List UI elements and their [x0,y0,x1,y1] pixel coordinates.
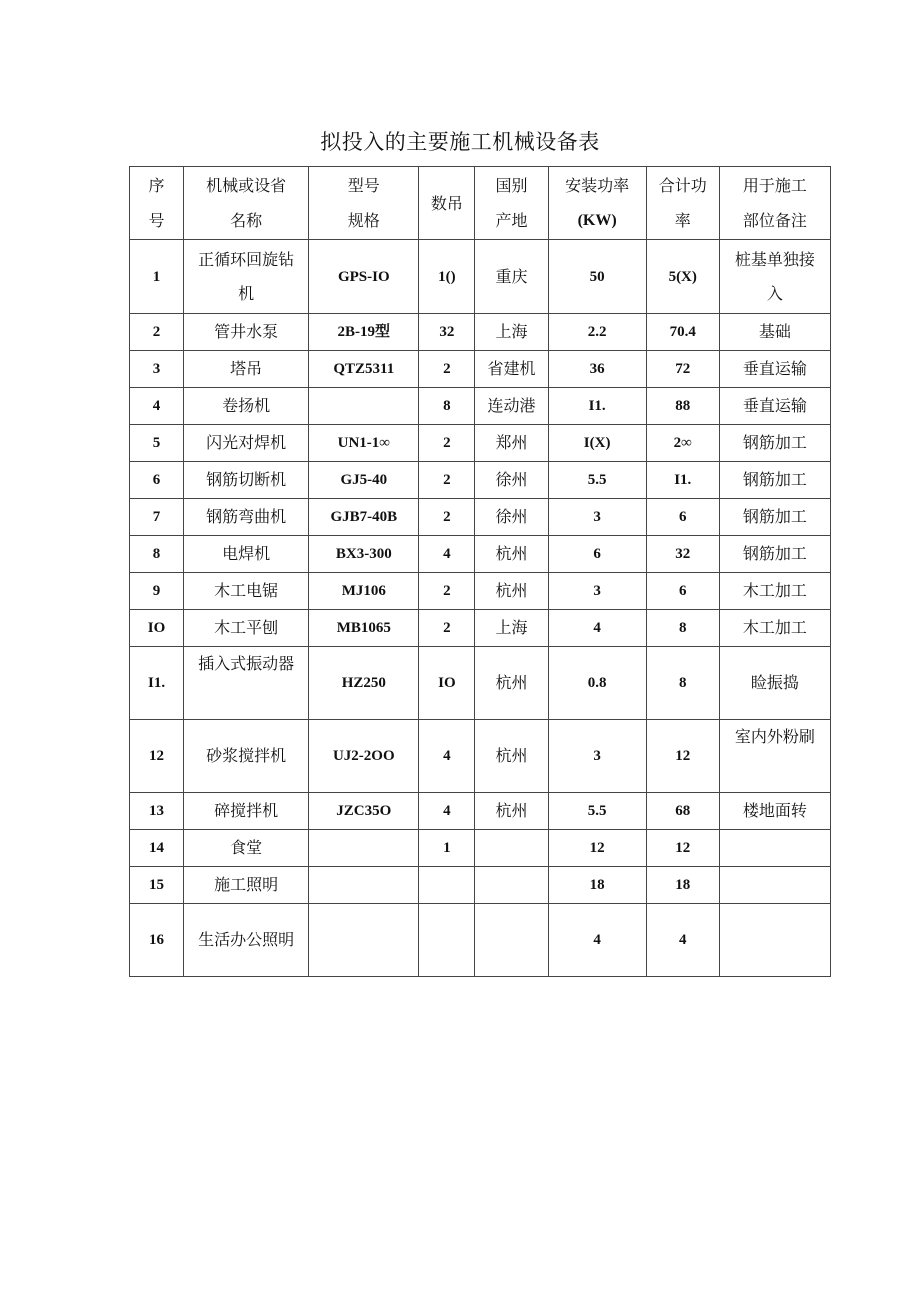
cell-seq: 14 [130,830,184,867]
cell-seq: 12 [130,720,184,793]
cell-model [309,830,419,867]
cell-seq: 8 [130,536,184,573]
header-seq: 序 号 [130,167,184,240]
header-power: 安装功率 (KW) [548,167,646,240]
cell-use: 室内外粉刷 [719,720,830,793]
cell-power: 4 [548,904,646,977]
table-row [130,240,831,314]
cell-total: 2∞ [646,425,719,462]
cell-model: 2B-19型 [309,314,419,351]
cell-origin: 上海 [475,610,548,647]
cell-use [719,830,830,867]
cell-qty: 2 [419,462,475,499]
cell-qty: 2 [419,499,475,536]
table-row [130,793,831,830]
cell-name: 施工照明 [184,867,309,904]
cell-power: I(X) [548,425,646,462]
cell-total: 6 [646,573,719,610]
cell-model: UN1-1∞ [309,425,419,462]
header-row [130,167,831,240]
cell-name: 正循环回旋钻 机 [184,240,309,314]
cell-origin: 杭州 [475,647,548,720]
cell-origin: 杭州 [475,573,548,610]
table-row [130,904,831,977]
cell-name: 钢筋弯曲机 [184,499,309,536]
cell-seq: 15 [130,867,184,904]
cell-origin: 连动港 [475,388,548,425]
cell-qty: 2 [419,351,475,388]
cell-seq: 16 [130,904,184,977]
cell-qty: 2 [419,425,475,462]
cell-power: 18 [548,867,646,904]
cell-power: 5.5 [548,793,646,830]
cell-use: 钢筋加工 [719,462,830,499]
header-model: 型号 规格 [309,167,419,240]
cell-use: 钢筋加工 [719,499,830,536]
cell-qty [419,867,475,904]
cell-qty: 2 [419,573,475,610]
cell-power: 2.2 [548,314,646,351]
cell-use: 睑振捣 [719,647,830,720]
cell-model [309,904,419,977]
cell-seq: 2 [130,314,184,351]
cell-total: 8 [646,610,719,647]
cell-qty: 4 [419,536,475,573]
cell-origin: 重庆 [475,240,548,314]
cell-seq: 6 [130,462,184,499]
cell-qty: 2 [419,610,475,647]
cell-total: 70.4 [646,314,719,351]
cell-power: 36 [548,351,646,388]
cell-origin [475,904,548,977]
table-row [130,499,831,536]
cell-origin: 徐州 [475,499,548,536]
cell-use [719,867,830,904]
table-row [130,314,831,351]
cell-power: 12 [548,830,646,867]
cell-origin: 上海 [475,314,548,351]
cell-seq: 3 [130,351,184,388]
cell-total: 32 [646,536,719,573]
cell-seq: 7 [130,499,184,536]
cell-power: 3 [548,499,646,536]
cell-total: 4 [646,904,719,977]
cell-name: 食堂 [184,830,309,867]
cell-power: 3 [548,720,646,793]
table-row [130,573,831,610]
cell-qty: 8 [419,388,475,425]
cell-total: 12 [646,830,719,867]
cell-power: I1. [548,388,646,425]
cell-power: 3 [548,573,646,610]
cell-seq: 4 [130,388,184,425]
cell-name: 电焊机 [184,536,309,573]
cell-origin: 省建机 [475,351,548,388]
table-row [130,536,831,573]
cell-origin [475,867,548,904]
cell-origin: 杭州 [475,793,548,830]
cell-model: JZC35O [309,793,419,830]
cell-model: GJ5-40 [309,462,419,499]
cell-name: 生活办公照明 [184,904,309,977]
header-origin: 国别 产地 [475,167,548,240]
cell-model: QTZ5311 [309,351,419,388]
cell-power: 0.8 [548,647,646,720]
header-total: 合计功 率 [646,167,719,240]
cell-power: 5.5 [548,462,646,499]
cell-use: 钢筋加工 [719,425,830,462]
table-row [130,462,831,499]
equipment-table [129,166,831,977]
cell-origin [475,830,548,867]
cell-name: 管井水泵 [184,314,309,351]
cell-qty: IO [419,647,475,720]
cell-power: 6 [548,536,646,573]
cell-model [309,867,419,904]
table-row [130,388,831,425]
table-row [130,720,831,793]
cell-qty: 32 [419,314,475,351]
cell-seq: IO [130,610,184,647]
cell-power: 50 [548,240,646,314]
cell-name: 闪光对焊机 [184,425,309,462]
cell-seq: 1 [130,240,184,314]
cell-total: 12 [646,720,719,793]
header-qty: 数吊 [419,167,475,240]
cell-name: 碎搅拌机 [184,793,309,830]
cell-qty: 1() [419,240,475,314]
table-row [130,867,831,904]
cell-use: 楼地面转 [719,793,830,830]
cell-origin: 杭州 [475,720,548,793]
cell-seq: I1. [130,647,184,720]
cell-total: 72 [646,351,719,388]
cell-seq: 13 [130,793,184,830]
page-title: 拟投入的主要施工机械设备表 [320,130,600,154]
table-row [130,647,831,720]
cell-model: HZ250 [309,647,419,720]
cell-use: 木工加工 [719,573,830,610]
cell-name: 插入式振动器 [184,647,309,720]
table-row [130,610,831,647]
cell-use: 桩基单独接 入 [719,240,830,314]
header-use: 用于施工 部位备注 [719,167,830,240]
table-row [130,830,831,867]
cell-qty: 4 [419,793,475,830]
cell-name: 木工平刨 [184,610,309,647]
cell-model: MJ106 [309,573,419,610]
cell-total: 18 [646,867,719,904]
cell-total: I1. [646,462,719,499]
cell-seq: 9 [130,573,184,610]
cell-total: 8 [646,647,719,720]
header-name: 机械或设省 名称 [184,167,309,240]
cell-model: MB1065 [309,610,419,647]
cell-origin: 郑州 [475,425,548,462]
cell-use: 垂直运输 [719,351,830,388]
table-row [130,351,831,388]
cell-total: 88 [646,388,719,425]
cell-qty: 1 [419,830,475,867]
cell-name: 卷扬机 [184,388,309,425]
cell-name: 钢筋切断机 [184,462,309,499]
cell-qty: 4 [419,720,475,793]
cell-use: 钢筋加工 [719,536,830,573]
cell-power: 4 [548,610,646,647]
cell-name: 塔吊 [184,351,309,388]
cell-model: GPS-IO [309,240,419,314]
cell-use: 木工加工 [719,610,830,647]
cell-use: 垂直运输 [719,388,830,425]
cell-origin: 徐州 [475,462,548,499]
cell-model: GJB7-40B [309,499,419,536]
cell-origin: 杭州 [475,536,548,573]
cell-seq: 5 [130,425,184,462]
cell-model [309,388,419,425]
cell-use [719,904,830,977]
cell-qty [419,904,475,977]
cell-name: 砂浆搅拌机 [184,720,309,793]
cell-name: 木工电锯 [184,573,309,610]
cell-total: 6 [646,499,719,536]
table-row [130,425,831,462]
cell-model: UJ2-2OO [309,720,419,793]
cell-total: 5(X) [646,240,719,314]
cell-use: 基础 [719,314,830,351]
cell-model: BX3-300 [309,536,419,573]
cell-total: 68 [646,793,719,830]
